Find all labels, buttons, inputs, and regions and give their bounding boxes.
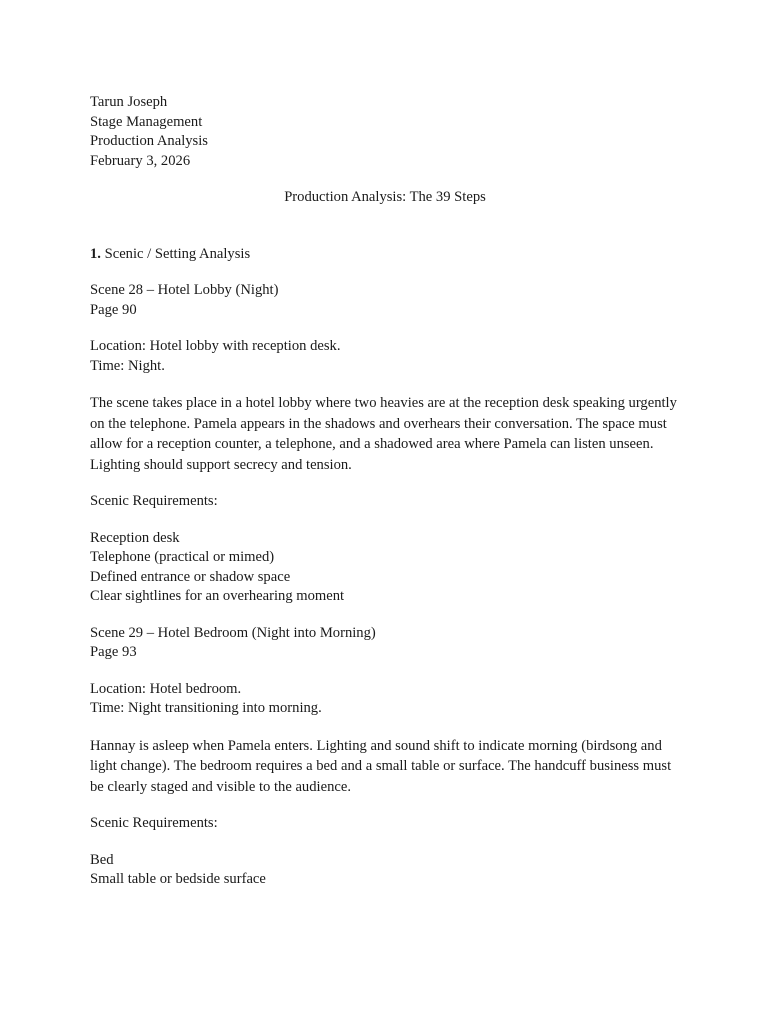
scene-29-block [90, 624, 680, 890]
requirements-label: Scenic Requirements: [90, 493, 218, 509]
requirements-label: Scenic Requirements: [90, 815, 218, 831]
document-date: February 3, 2026 [90, 152, 191, 169]
header-block [90, 93, 680, 171]
list-item: Clear sightlines for an overhearing moment [90, 588, 345, 604]
list-item: Telephone (practical or mimed) [90, 549, 275, 565]
scene-28-block [90, 281, 680, 607]
requirements-list [90, 851, 680, 890]
requirements-list [90, 529, 680, 607]
scene-page: Page 93 [90, 644, 137, 660]
list-item: Reception desk [90, 529, 180, 546]
document-title: Production Analysis: The 39 Steps [284, 189, 486, 205]
assignment-name: Production Analysis [90, 133, 208, 149]
scene-time: Time: Night. [90, 357, 165, 374]
scene-location: Location: Hotel bedroom. [90, 680, 242, 697]
list-item: Defined entrance or shadow space [90, 568, 291, 585]
section-title: Scenic / Setting Analysis [104, 245, 251, 262]
list-item: Small table or bedside surface [90, 871, 266, 887]
list-item: Bed [90, 851, 114, 868]
scene-description: The scene takes place in a hotel lobby where two heavies are at the reception desk speaking urgently on the telephone. Pamela appears in the shadows and overhears their conversation. The space must allow for a reception counter, a telephone, and a shadowed area where Pamela can listen unseen. Lighting should support secrecy and tension. [90, 395, 677, 473]
section-heading [90, 245, 680, 265]
scene-heading: Scene 29 – Hotel Bedroom (Night into Morning) [90, 624, 376, 641]
author-name: Tarun Joseph [90, 94, 168, 110]
document-page [90, 93, 680, 890]
scene-time: Time: Night transitioning into morning. [90, 700, 322, 716]
section-number: 1. [90, 245, 101, 262]
course-name: Stage Management [90, 113, 203, 130]
scene-page: Page 90 [90, 301, 137, 318]
scene-location: Location: Hotel lobby with reception desk. [90, 338, 341, 354]
scene-heading: Scene 28 – Hotel Lobby (Night) [90, 282, 279, 298]
scene-description: Hannay is asleep when Pamela enters. Lighting and sound shift to indicate morning (birdsong and light change). The bedroom requires a bed and a small table or surface. The handcuff business must be clearly staged and visible to the audience. [90, 737, 672, 795]
